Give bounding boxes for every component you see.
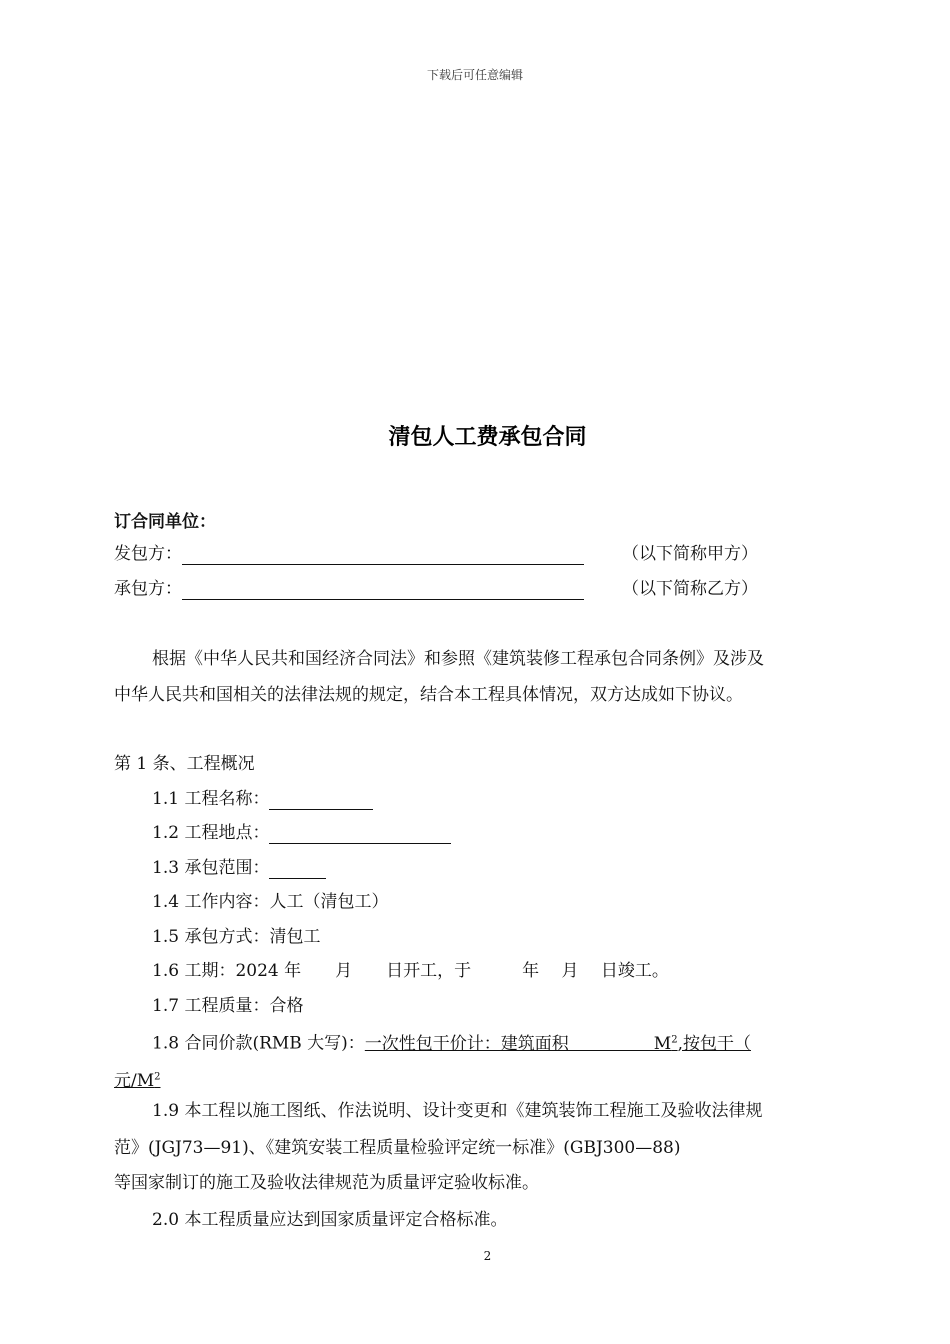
item-1-5: 1.5 承包方式：清包工 — [152, 927, 321, 947]
party-a-blank — [182, 546, 584, 565]
contract-title: 清包人工费承包合同 — [388, 425, 587, 450]
preamble-line-2: 中华人民共和国相关的法律法规的规定，结合本工程具体情况，双方达成如下协议。 — [114, 685, 743, 705]
item-2-0: 2.0 本工程质量应达到国家质量评定合格标准。 — [152, 1210, 508, 1230]
parties-heading: 订合同单位： — [114, 512, 216, 532]
page-number: 2 — [483, 1249, 492, 1263]
item-1-6: 1.6 工期：2024 年 月 日开工，于 年 月 日竣工。 — [152, 961, 669, 981]
item-1-3-blank — [269, 860, 326, 879]
item-1-3-label: 1.3 承包范围： — [152, 858, 270, 878]
item-1-9-line-2: 范》(JGJ73—91)、《建筑安装工程质量检验评定统一标准》(GBJ300—88) — [114, 1138, 681, 1158]
item-1-1-label: 1.1 工程名称： — [152, 789, 270, 809]
item-1-8-unit-sup: 2 — [154, 1071, 161, 1082]
item-1-8-unit — [114, 1071, 161, 1091]
item-1-8-tail: ,按包干（ — [677, 1033, 751, 1054]
party-a-note: （以下简称甲方） — [622, 544, 758, 564]
item-1-9-line-3: 等国家制订的施工及验收法律规范为质量评定验收标准。 — [114, 1173, 539, 1193]
item-1-1-blank — [269, 791, 373, 810]
party-b-line — [114, 578, 758, 600]
item-1-8-line-2 — [114, 1066, 161, 1092]
article-1-heading: 第 1 条、工程概况 — [114, 754, 255, 774]
party-b-note: （以下简称乙方） — [622, 579, 758, 599]
item-1-1 — [152, 788, 373, 810]
item-1-3 — [152, 857, 326, 879]
item-1-8-unit-text: 元/M — [114, 1070, 155, 1091]
item-1-2-blank — [269, 825, 451, 844]
item-1-4: 1.4 工作内容：人工（清包工） — [152, 892, 389, 912]
header-note: 下载后可任意编辑 — [426, 68, 523, 82]
item-1-2 — [152, 822, 451, 844]
party-b-blank — [182, 581, 584, 600]
item-1-8-label: 1.8 合同价款(RMB 大写)： — [152, 1033, 365, 1054]
party-a-line — [114, 543, 758, 565]
item-1-8-area: 一次性包干价计：建筑面积 M — [364, 1033, 672, 1054]
item-1-2-label: 1.2 工程地点： — [152, 823, 270, 843]
item-1-8 — [152, 1029, 751, 1055]
party-a-label: 发包方： — [114, 544, 182, 564]
item-1-8-price-text — [365, 1034, 751, 1054]
preamble-line-1: 根据《中华人民共和国经济合同法》和参照《建筑装修工程承包合同条例》及涉及 — [152, 649, 764, 669]
item-1-9-line-1: 1.9 本工程以施工图纸、作法说明、设计变更和《建筑装饰工程施工及验收法律规 — [152, 1101, 763, 1121]
item-1-8-sup: 2 — [671, 1034, 678, 1045]
item-1-7: 1.7 工程质量：合格 — [152, 996, 304, 1016]
party-b-label: 承包方： — [114, 579, 182, 599]
